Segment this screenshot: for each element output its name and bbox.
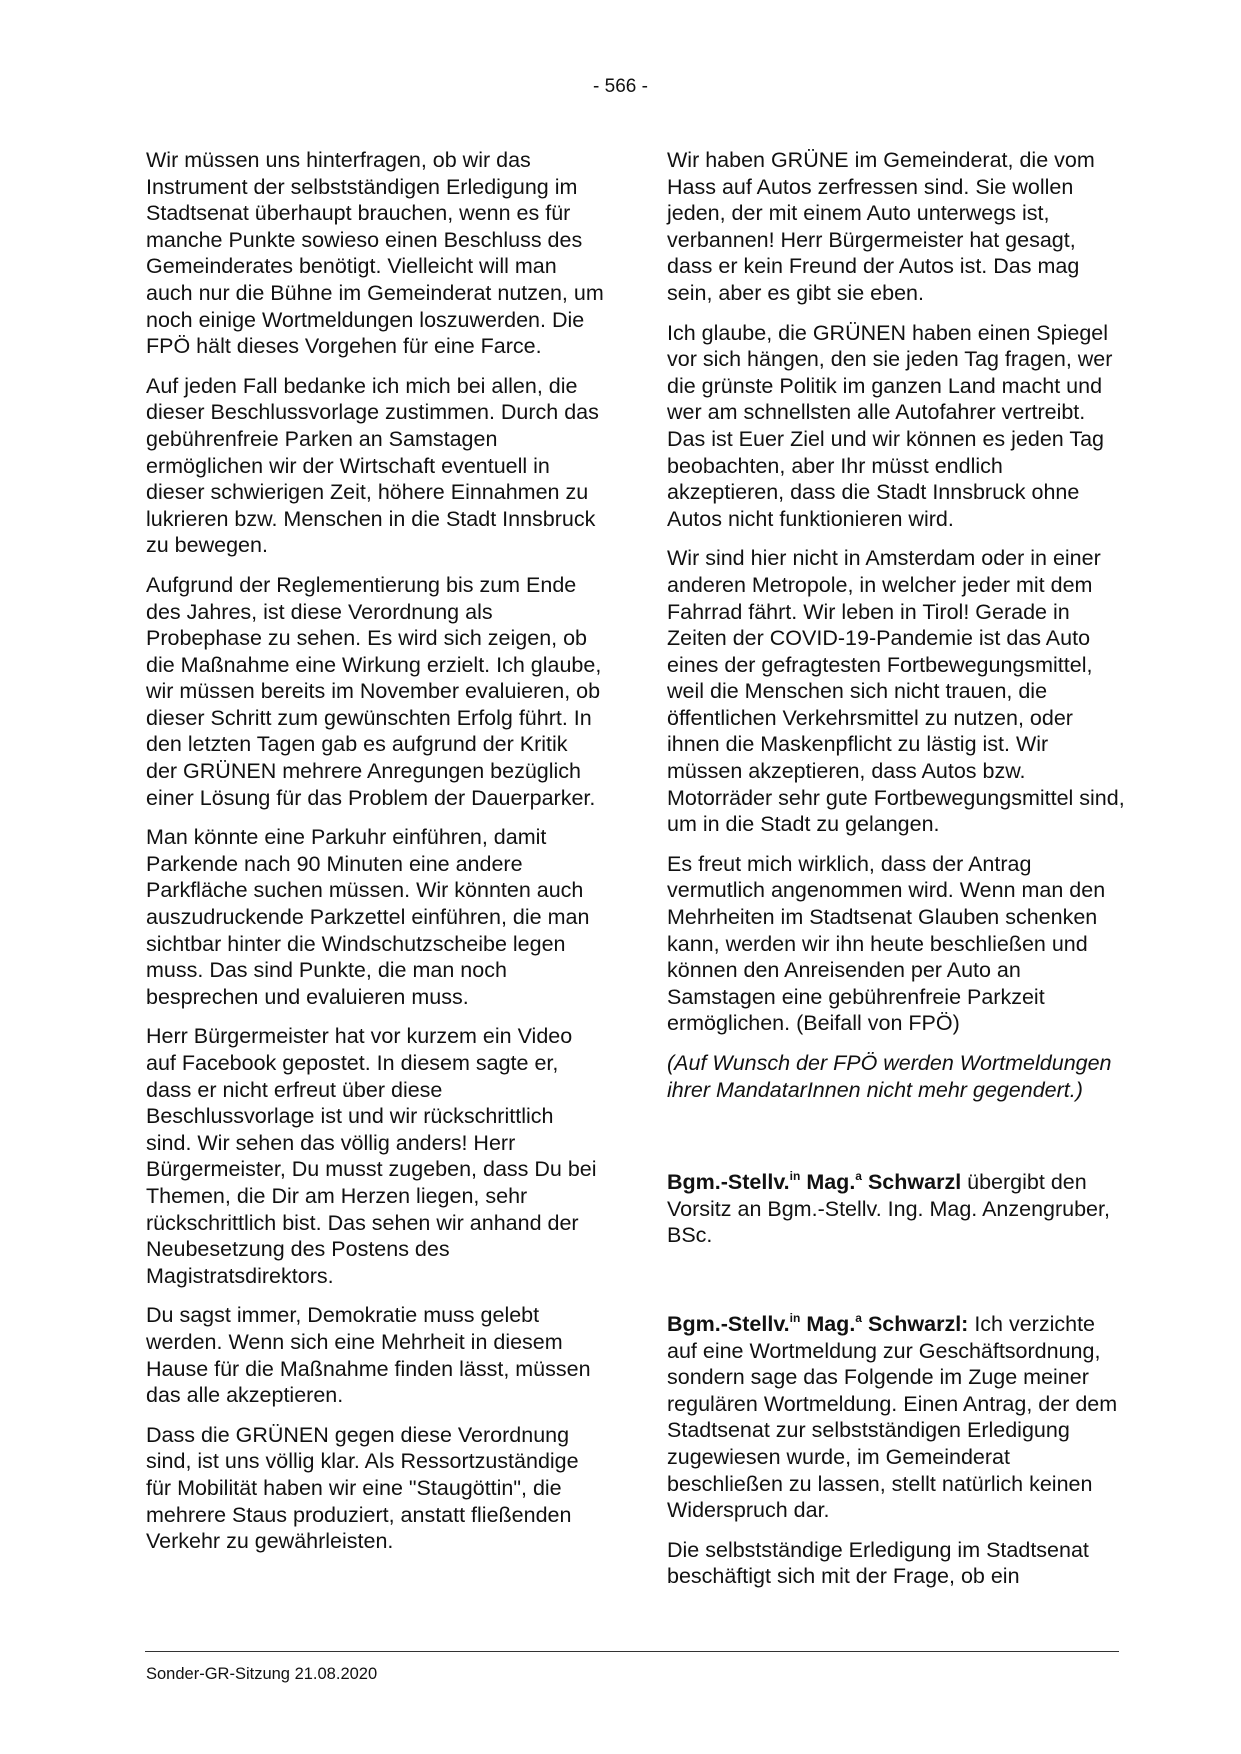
paragraph: Ich glaube, die GRÜNEN haben einen Spiegel vor sich hängen, den sie jeden Tag fragen, wer die grünste Politik im ganzen Land macht und wer am schnellsten alle Autofahrer vertreibt. Das ist Euer Ziel und wir können es jeden Tag beobachten, aber Ihr müsst endlich akzeptieren, dass die Stadt Innsbruck ohne Autos nicht funktionieren wird. (667, 320, 1113, 531)
paragraph: Die selbstständige Erledigung im Stadtsenat beschäftigt sich mit der Frage, ob ein (667, 1537, 1089, 1589)
paragraph: Wir müssen uns hinterfragen, ob wir das Instrument der selbstständigen Erledigung im Stadtsenat überhaupt brauchen, wenn es für manche Punkte sowieso einen Beschluss des Gemeinderates benötigt. Vielleicht will man auch nur die Bühne im Gemeinderat nutzen, um noch einige Wortmeldungen loszuwerden. Die FPÖ hält dieses Vorgehen für eine Farce. (146, 148, 604, 359)
paragraph: Man könnte eine Parkuhr einführen, damit Parkende nach 90 Minuten eine andere Parkfläche suchen müssen. Wir könnten auch auszudruckende Parkzettel einführen, die man sichtbar hinter die Windschutzscheibe legen muss. Das sind Punkte, die man noch besprechen und evaluieren muss. (146, 825, 590, 1009)
paragraph: Aufgrund der Reglementierung bis zum Ende des Jahres, ist diese Verordnung als Probephase zu sehen. Es wird sich zeigen, ob die Maßnahme eine Wirkung erzielt. Ich glaube, wir müssen bereits im November evaluieren, ob dieser Schritt zum gewünschten Erfolg führt. In den letzten Tagen gab es aufgrund der Kritik der GRÜNEN mehrere Anregungen bezüglich einer Lösung für das Problem der Dauerparker. (146, 572, 602, 810)
paragraph: Auf jeden Fall bedanke ich mich bei allen, die dieser Beschlussvorlage zustimmen. Durch das gebührenfreie Parken an Samstagen ermöglichen wir der Wirtschaft eventuell in dieser schwierigen Zeit, höhere Einnahmen zu lukrieren bzw. Menschen in die Stadt Innsbruck zu bewegen. (146, 373, 599, 558)
paragraph: Dass die GRÜNEN gegen diese Verordnung sind, ist uns völlig klar. Als Ressortzuständige für Mobilität haben wir eine "Staugöttin", die mehrere Staus produziert, anstatt fließenden Verkehr zu gewährleisten. (146, 1422, 579, 1554)
speaker-text: Ich verzichte auf eine Wortmeldung zur Geschäftsordnung, sondern sage das Folgende im Zuge meiner regulären Wortmeldung. Einen Antrag, der dem Stadtsenat zur selbstständigen Erledigung zugewiesen wurde, im Gemeinderat beschließen zu lassen, stellt natürlich keinen Widerspruch dar. (667, 1311, 1118, 1523)
speaker-name: Bgm.-Stellv.$^{in}$ Mag.$^a$ Schwarzl: (667, 1310, 969, 1336)
paragraph: Es freut mich wirklich, dass der Antrag vermutlich angenommen wird. Wenn man den Mehrheiten im Stadtsenat Glauben schenken kann, werden wir ihn heute beschließen und können den Anreisenden per Auto an Samstagen eine gebührenfreie Parkzeit ermöglichen. (Beifall von FPÖ) (667, 851, 1106, 1036)
paragraph: Herr Bürgermeister hat vor kurzem ein Video auf Facebook gepostet. In diesem sagte er, dass er nicht erfreut über diese Beschlussvorlage ist und wir rückschrittlich sind. Wir sehen das völlig anders! Herr Bürgermeister, Du musst zugeben, dass Du bei Themen, die Dir am Herzen liegen, sehr rückschrittlich bist. Das sehen wir anhand der Neubesetzung des Postens des Magistratsdirektors. (146, 1024, 597, 1288)
footer-divider (145, 1651, 1119, 1652)
paragraph: Wir haben GRÜNE im Gemeinderat, die vom Hass auf Autos zerfressen sind. Sie wollen jeden, der mit einem Auto unterwegs ist, verbannen! Herr Bürgermeister hat gesagt, dass er kein Freund der Autos ist. Das mag sein, aber es gibt sie eben. (667, 148, 1095, 305)
speaker-statement (667, 1311, 1125, 1524)
editorial-note: (Auf Wunsch der FPÖ werden Wortmeldungen ihrer MandatarInnen nicht mehr gegendert.) (667, 1051, 1112, 1102)
left-column (146, 147, 604, 1568)
paragraph: Wir sind hier nicht in Amsterdam oder in einer anderen Metropole, in welcher jeder mit dem Fahrrad fährt. Wir leben in Tirol! Gerade in Zeiten der COVID-19-Pandemie ist das Auto eines der gefragtesten Fortbewegungsmittel, weil die Menschen sich nicht trauen, die öffentlichen Verkehrsmittel zu nutzen, oder ihnen die Maskenpflicht zu lästig ist. Wir müssen akzeptieren, dass Autos bzw. Motorräder sehr gute Fortbewegungsmittel sind, um in die Stadt zu gelangen. (667, 546, 1125, 837)
speaker-text: übergibt den Vorsitz an Bgm.-Stellv. Ing. Mag. Anzengruber, BSc. (667, 1170, 1110, 1248)
paragraph: Du sagst immer, Demokratie muss gelebt werden. Wenn sich eine Mehrheit in diesem Hause für die Maßnahme finden lässt, müssen das alle akzeptieren. (146, 1303, 591, 1408)
speaker-handover (667, 1169, 1125, 1249)
footer-session-label: Sonder-GR-Sitzung 21.08.2020 (146, 1665, 378, 1683)
right-column (667, 147, 1125, 1603)
page-number: - 566 - (593, 76, 648, 97)
speaker-name: Bgm.-Stellv.$^{in}$ Mag.$^a$ Schwarzl (667, 1169, 962, 1195)
